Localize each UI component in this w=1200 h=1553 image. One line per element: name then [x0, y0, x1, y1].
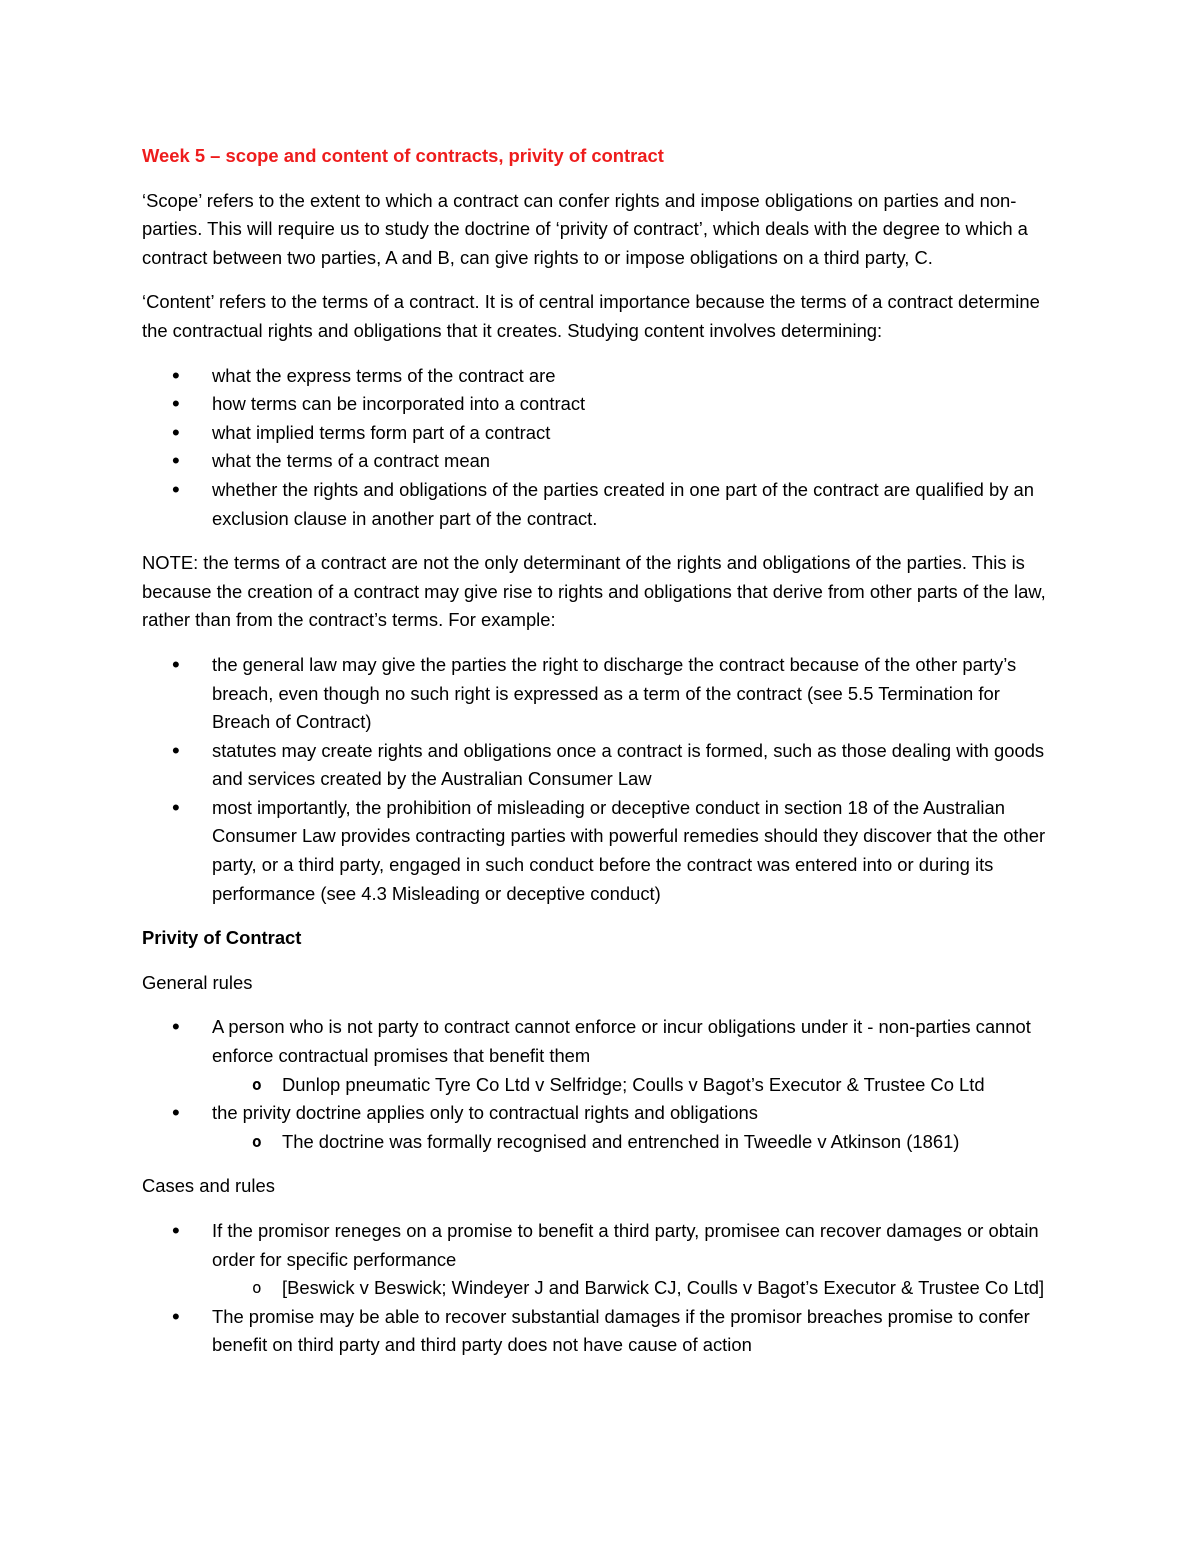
sub-list [212, 1128, 1062, 1157]
sub-list [212, 1274, 1062, 1303]
sub-list-item: o The doctrine was formally recognised and entrenched in Tweedle v Atkinson (1861) [212, 1128, 1062, 1157]
sub-list [212, 1071, 1062, 1100]
page-title: Week 5 – scope and content of contracts, privity of contract [142, 145, 664, 166]
list-item: • statutes may create rights and obligations once a contract is formed, such as those dealing with goods and services created by the Australian Consumer Law [142, 737, 1062, 794]
list-item [142, 1099, 1062, 1156]
cases-rules-list [142, 1217, 1062, 1360]
general-rules-heading: General rules [142, 971, 253, 993]
general-rules-list [142, 1013, 1062, 1156]
list-item: • The promise may be able to recover substantial damages if the promisor breaches promise to confer benefit on third party and third party does not have cause of action [142, 1303, 1062, 1360]
list-item-text: the privity doctrine applies only to contractual rights and obligations [212, 1102, 758, 1124]
list-item: • most importantly, the prohibition of misleading or deceptive conduct in section 18 of the Australian Consumer Law provides contracting parties with powerful remedies should they discover that the other party, or a third party, engaged in such conduct before the contract was entered into or during its performance (see 4.3 Misleading or deceptive conduct) [142, 794, 1062, 908]
content-list [142, 362, 1062, 534]
note-paragraph: NOTE: the terms of a contract are not the only determinant of the rights and obligations of the parties. This is because the creation of a contract may give rise to rights and obligations that derive from other parts of the law, rather than from the contract’s terms. For example: [142, 552, 1046, 631]
scope-paragraph: ‘Scope’ refers to the extent to which a contract can confer rights and impose obligations on parties and non-parties. This will require us to study the doctrine of ‘privity of contract’, which deals with the degree to which a contract between two parties, A and B, can give rights to or impose obligations on a third party, C. [142, 189, 1028, 268]
list-item [142, 1217, 1062, 1303]
document-page [142, 142, 1062, 1376]
list-item: • what implied terms form part of a contract [142, 419, 1062, 448]
content-paragraph: ‘Content’ refers to the terms of a contract. It is of central importance because the terms of a contract determine the contractual rights and obligations that it creates. Studying content involves determining: [142, 291, 1040, 341]
privity-heading: Privity of Contract [142, 927, 302, 949]
sub-list-item: o Dunlop pneumatic Tyre Co Ltd v Selfridge; Coulls v Bagot’s Executor & Trustee Co Ltd [212, 1071, 1062, 1100]
sub-list-item: o [Beswick v Beswick; Windeyer J and Barwick CJ, Coulls v Bagot’s Executor & Trustee Co Ltd] [212, 1274, 1062, 1303]
list-item: • what the terms of a contract mean [142, 447, 1062, 476]
cases-heading: Cases and rules [142, 1175, 275, 1197]
list-item: • what the express terms of the contract are [142, 362, 1062, 391]
list-item-text: If the promisor reneges on a promise to benefit a third party, promisee can recover damages or obtain order for specific performance [212, 1220, 1039, 1270]
list-item-text: A person who is not party to contract cannot enforce or incur obligations under it - non-parties cannot enforce contractual promises that benefit them [212, 1016, 1031, 1067]
note-list [142, 651, 1062, 908]
list-item: • the general law may give the parties the right to discharge the contract because of the other party’s breach, even though no such right is expressed as a term of the contract (see 5.5 Termination for Breach of Contract) [142, 651, 1062, 737]
list-item: • whether the rights and obligations of the parties created in one part of the contract are qualified by an exclusion clause in another part of the contract. [142, 476, 1062, 533]
list-item [142, 1013, 1062, 1099]
list-item: • how terms can be incorporated into a contract [142, 390, 1062, 419]
